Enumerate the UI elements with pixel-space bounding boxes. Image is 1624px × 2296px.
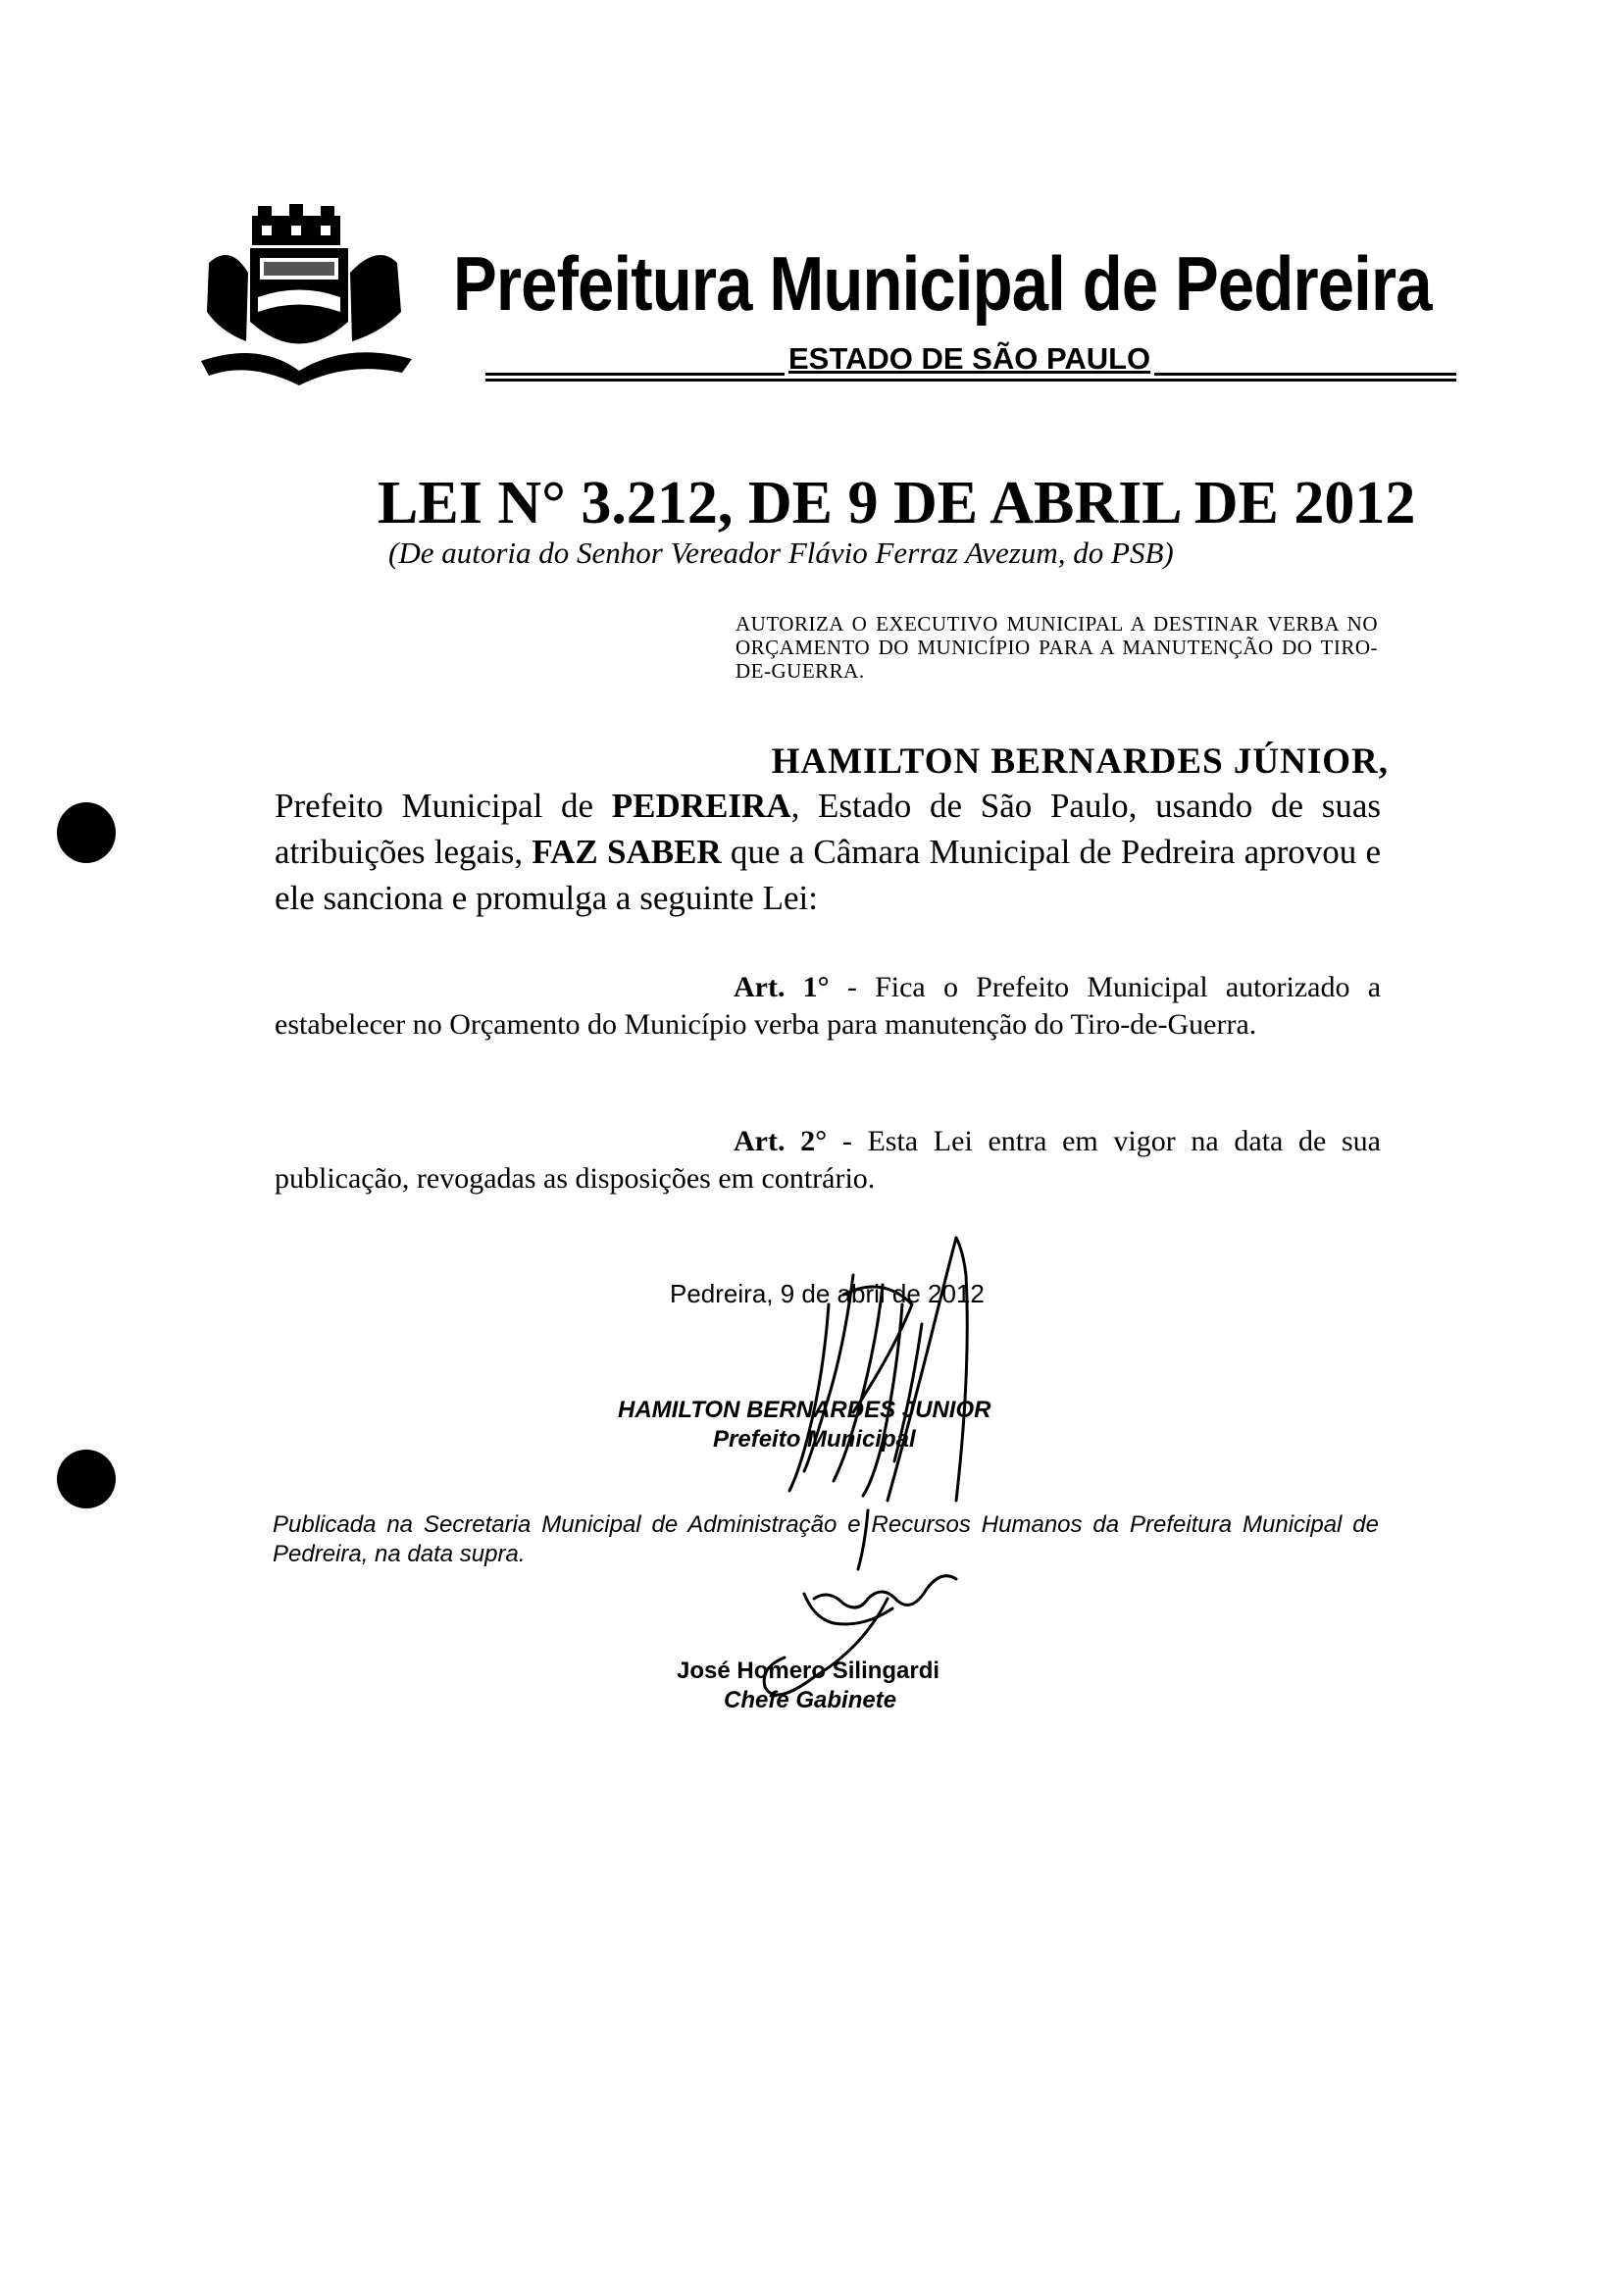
preamble-text: Prefeito Municipal de — [275, 787, 612, 825]
preamble-city: PEDREIRA — [611, 787, 791, 825]
chief-name: José Homero Silingardi — [677, 1658, 940, 1684]
article-label: Art. 1° — [734, 971, 830, 1003]
preamble-text: , Estado de São Paulo, usando de suas atribuições legais, — [275, 787, 1381, 871]
preamble-faz-saber: FAZ SABER — [532, 833, 722, 871]
preamble-text: que a Câmara Municipal de Pedreira aprovou e ele sanciona e promulga a seguinte Lei: — [275, 833, 1382, 917]
law-ementa: AUTORIZA O EXECUTIVO MUNICIPAL A DESTINAR VERBA NO ORÇAMENTO DO MUNICÍPIO PARA A MANUTENÇÃO DO TIRO-DE-GUERRA. — [736, 612, 1378, 683]
mayor-name: HAMILTON BERNARDES JÚNIOR, — [771, 741, 1389, 782]
law-author: (De autoria do Senhor Vereador Flávio Ferraz Avezum, do PSB) — [388, 536, 1174, 570]
signatory-role: Prefeito Municipal — [713, 1426, 916, 1453]
article-label: Art. 2° — [734, 1125, 828, 1157]
header-title: Prefeitura Municipal de Pedreira — [453, 240, 1432, 327]
place-date: Pedreira, 9 de abril de 2012 — [670, 1279, 985, 1308]
chief-role: Chefe Gabinete — [724, 1687, 897, 1713]
signatory-name: HAMILTON BERNARDES JUNIOR — [618, 1397, 991, 1423]
law-title: LEI N° 3.212, DE 9 DE ABRIL DE 2012 — [378, 470, 1416, 536]
article-text: - Fica o Prefeito Municipal autorizado a estabelecer no Orçamento do Município verba para manutenção do Tiro-de-Guerra. — [275, 971, 1382, 1041]
publication-note: Publicada na Secretaria Municipal de Administração e Recursos Humanos da Prefeitura Municipal de Pedreira, na data supra. — [273, 1511, 1379, 1567]
header-subtitle: ESTADO DE SÃO PAULO — [785, 341, 1154, 377]
article-text: - Esta Lei entra em vigor na data de sua publicação, revogadas as disposições em contrário. — [275, 1125, 1381, 1195]
